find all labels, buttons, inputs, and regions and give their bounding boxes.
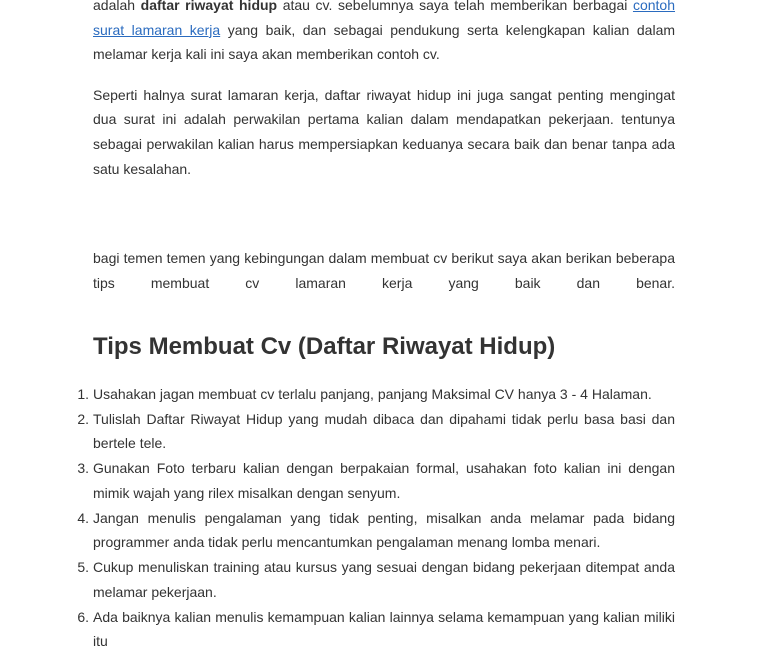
list-item-text: Tulislah Daftar Riwayat Hidup yang mudah dibaca dan dipahami tidak perlu basa basi dan bertele tele. [93,410,675,452]
list-item [77,605,675,654]
article-body [77,0,676,650]
importance-paragraph: Seperti halnya surat lamaran kerja, daftar riwayat hidup ini juga sangat penting mengingat dua surat ini adalah perwakilan pertama kalian dalam mendapatkan pekerjaan. tentunya sebagai perwakilan kalian harus mempersiapkan keduanya secara baik dan benar tanpa ada satu kesalahan. [93,86,675,177]
intro-suffix: yang baik, dan sebagai pendukung serta kelengkapan kalian dalam melamar kerja kali ini saya akan memberikan contoh cv. [93,21,676,63]
list-item-text: Gunakan Foto terbaru kalian dengan berpakaian formal, usahakan foto kalian ini dengan mimik wajah yang rilex misalkan dengan senyum. [93,460,675,501]
intro-middle: atau cv. sebelumnya saya telah memberikan berbagai [277,0,633,13]
list-item-text: Jangan menulis pengalaman yang tidak penting, misalkan anda melamar pada bidang programmer anda tidak perlu mencantumkan pengalaman menang lomba menari. [93,509,675,551]
list-item-number: 6. [77,608,89,625]
list-item-number: 3. [77,460,89,477]
list-item [77,506,675,555]
list-item-number: 2. [77,410,89,427]
section-heading: Tips Membuat Cv (Daftar Riwayat Hidup) [93,333,556,360]
list-item [77,407,675,456]
list-item-number: 1. [77,386,89,402]
list-item-number: 5. [77,559,89,576]
intro-paragraph [93,0,675,67]
tips-list [77,382,675,654]
list-item-number: 4. [77,509,89,526]
tips-intro-paragraph: bagi temen temen yang kebingungan dalam membuat cv berikut saya akan berikan beberapa tips membuat cv lamaran kerja yang baik dan benar. [93,250,675,291]
intro-bold-term: daftar riwayat hidup [140,0,278,13]
list-item-text: Ada baiknya kalian menulis kemampuan kalian lainnya selama kemampuan yang kalian miliki itu [93,608,675,650]
cover-letter-link[interactable]: contoh surat lamaran kerja [93,0,676,38]
list-item-text: Usahakan jagan membuat cv terlalu panjang, panjang Maksimal CV hanya 3 - 4 Halaman. [93,386,652,402]
intro-prefix: adalah [93,0,141,13]
list-item [77,555,675,604]
list-item [77,456,675,505]
list-item [77,382,675,407]
list-item-text: Cukup menuliskan training atau kursus yang sesuai dengan bidang pekerjaan ditempat anda melamar pekerjaan. [93,559,675,600]
